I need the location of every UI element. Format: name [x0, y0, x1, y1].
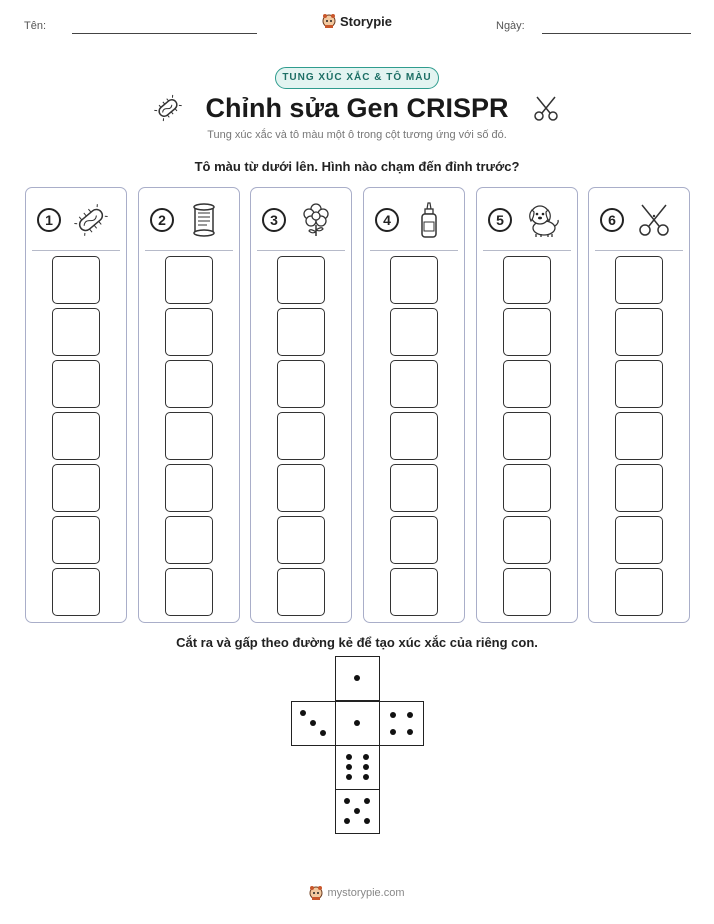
name-line[interactable] — [72, 33, 257, 34]
color-box[interactable] — [277, 360, 325, 408]
color-box[interactable] — [503, 464, 551, 512]
color-box[interactable] — [165, 516, 213, 564]
puppy-icon — [523, 201, 561, 239]
column-number: 5 — [488, 208, 512, 232]
scroll-icon — [185, 201, 223, 239]
color-box[interactable] — [277, 568, 325, 616]
color-box[interactable] — [390, 464, 438, 512]
column-number: 4 — [375, 208, 399, 232]
column-header — [364, 188, 464, 250]
name-label: Tên: — [24, 20, 47, 32]
color-box[interactable] — [165, 568, 213, 616]
die-face-5 — [335, 789, 380, 834]
column-header — [477, 188, 577, 250]
color-box[interactable] — [503, 256, 551, 304]
flower-icon — [297, 201, 335, 239]
pip — [346, 754, 352, 760]
color-box[interactable] — [165, 256, 213, 304]
die-face-3 — [291, 701, 336, 746]
storypie-mascot-icon — [309, 885, 323, 901]
color-box[interactable] — [165, 360, 213, 408]
color-box[interactable] — [277, 308, 325, 356]
pip — [346, 774, 352, 780]
pip — [300, 710, 306, 716]
color-box[interactable] — [52, 308, 100, 356]
color-box[interactable] — [390, 412, 438, 460]
column-5 — [476, 187, 578, 623]
color-box[interactable] — [503, 412, 551, 460]
color-box[interactable] — [277, 516, 325, 564]
pip — [363, 764, 369, 770]
scissors-icon — [531, 93, 561, 123]
color-box[interactable] — [615, 568, 663, 616]
color-box[interactable] — [503, 360, 551, 408]
color-box[interactable] — [503, 308, 551, 356]
color-box[interactable] — [277, 412, 325, 460]
color-box[interactable] — [503, 568, 551, 616]
column-header — [139, 188, 239, 250]
bacteria-icon — [153, 93, 183, 123]
color-box[interactable] — [52, 568, 100, 616]
bacteria-icon — [72, 201, 110, 239]
pip — [390, 729, 396, 735]
column-6 — [588, 187, 690, 623]
coloring-instruction: Tô màu từ dưới lên. Hình nào chạm đến đỉnh trước? — [194, 159, 520, 174]
date-line[interactable] — [542, 33, 691, 34]
pip — [407, 712, 413, 718]
pip — [354, 808, 360, 814]
column-header — [26, 188, 126, 250]
pip — [320, 730, 326, 736]
pip — [363, 754, 369, 760]
color-box[interactable] — [277, 464, 325, 512]
column-divider — [370, 250, 458, 251]
die-face-6 — [335, 745, 380, 790]
pip — [390, 712, 396, 718]
color-box[interactable] — [277, 256, 325, 304]
color-box[interactable] — [615, 308, 663, 356]
column-4 — [363, 187, 465, 623]
column-divider — [595, 250, 683, 251]
storypie-mascot-icon — [322, 13, 336, 29]
column-1 — [25, 187, 127, 623]
column-2 — [138, 187, 240, 623]
color-box[interactable] — [390, 568, 438, 616]
pip — [310, 720, 316, 726]
color-box[interactable] — [503, 516, 551, 564]
color-box[interactable] — [165, 308, 213, 356]
color-box[interactable] — [52, 464, 100, 512]
color-box[interactable] — [390, 308, 438, 356]
color-box[interactable] — [165, 464, 213, 512]
column-number: 3 — [262, 208, 286, 232]
column-divider — [483, 250, 571, 251]
color-box[interactable] — [390, 256, 438, 304]
title-row — [0, 88, 714, 128]
color-box[interactable] — [390, 360, 438, 408]
footer — [0, 885, 714, 901]
pip — [344, 798, 350, 804]
color-box[interactable] — [615, 360, 663, 408]
pip — [354, 675, 360, 681]
color-box[interactable] — [52, 256, 100, 304]
column-3 — [250, 187, 352, 623]
color-box[interactable] — [615, 464, 663, 512]
column-header — [251, 188, 351, 250]
pip — [364, 798, 370, 804]
bottle-icon — [410, 201, 448, 239]
pip — [363, 774, 369, 780]
page-subtitle: Tung xúc xắc và tô màu một ô trong cột tương ứng với số đó. — [207, 129, 507, 141]
column-divider — [257, 250, 345, 251]
pip — [354, 720, 360, 726]
color-box[interactable] — [615, 412, 663, 460]
column-divider — [145, 250, 233, 251]
dice-instruction: Cắt ra và gấp theo đường kẻ để tạo xúc xắc của riêng con. — [176, 635, 538, 650]
footer-url[interactable]: mystorypie.com — [327, 887, 405, 899]
brand-name: Storypie — [339, 13, 392, 29]
color-box[interactable] — [615, 516, 663, 564]
pip — [346, 764, 352, 770]
pip — [364, 818, 370, 824]
date-label: Ngày: — [496, 20, 525, 32]
column-header — [589, 188, 689, 250]
pip — [344, 818, 350, 824]
activity-badge: TUNG XÚC XẮC & TÔ MÀU — [275, 67, 439, 89]
color-box[interactable] — [52, 516, 100, 564]
color-box[interactable] — [52, 360, 100, 408]
column-number: 2 — [150, 208, 174, 232]
page-title: Chỉnh sửa Gen CRISPR — [205, 92, 509, 123]
die-face-1-top — [335, 656, 380, 701]
brand-logo — [0, 13, 714, 29]
column-number: 1 — [37, 208, 61, 232]
color-box[interactable] — [390, 516, 438, 564]
pip — [407, 729, 413, 735]
die-face-4 — [379, 701, 424, 746]
column-divider — [32, 250, 120, 251]
color-box[interactable] — [615, 256, 663, 304]
scissors-icon — [635, 201, 673, 239]
color-box[interactable] — [165, 412, 213, 460]
die-face-1-center — [335, 701, 380, 746]
column-number: 6 — [600, 208, 624, 232]
color-box[interactable] — [52, 412, 100, 460]
